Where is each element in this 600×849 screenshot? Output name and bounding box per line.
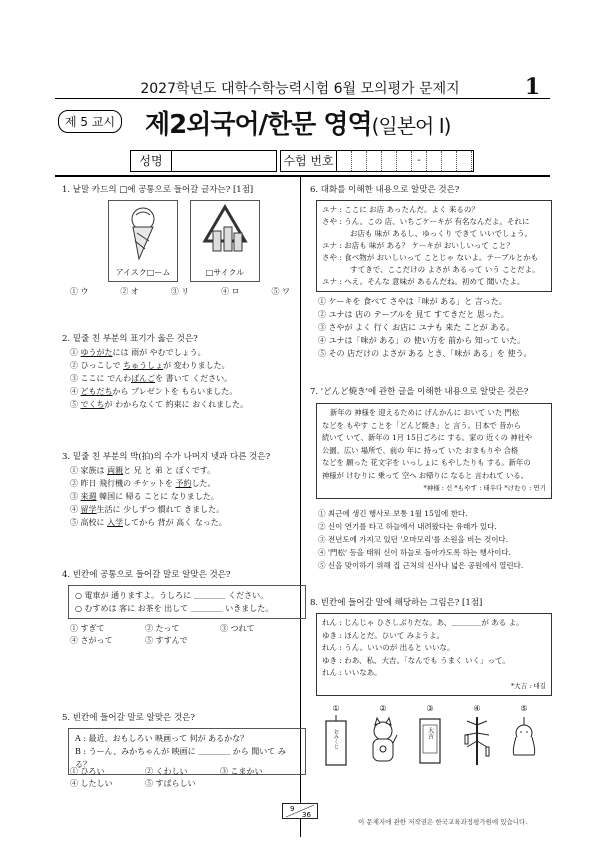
q4-option-1[interactable]: ① すぎて [70, 624, 105, 633]
copyright-notice: 이 문제지에 관한 저작권은 한국교육과정평가원에 있습니다. [358, 818, 528, 826]
q6-option-3[interactable]: ③ さやが よく 行く お店に ユナも 来た ことが ある。 [318, 323, 515, 332]
q7-title: 7. 'どんど焼き'에 관한 글을 이해한 내용으로 알맞은 것은? [310, 387, 529, 397]
q4-line-1: ○ 電車が 通りますよ。うしろに ＿＿＿＿ ください。 [75, 591, 269, 600]
q4-box [68, 585, 306, 619]
footer-total-pages: 36 [302, 811, 311, 819]
exam-number-label: 수험 번호 [281, 151, 337, 171]
q8-line-3: れん : うん。いいのが 出ると いいな。 [322, 643, 455, 652]
q5-option-1[interactable]: ① ひろい [70, 767, 105, 776]
q8-choice-5[interactable]: ⑤ [504, 703, 544, 771]
teru-teru-bozu-icon [506, 715, 542, 767]
q8-choice-4[interactable]: ④ [457, 703, 497, 771]
tanabata-bamboo-icon [459, 715, 495, 767]
q6-line-5: さや : 食べ物が おいしいって ことじゃ ないよ。テーブルとかも [322, 253, 539, 262]
question-7 [310, 386, 545, 399]
q8-choices [316, 703, 544, 771]
q7-option-4[interactable]: ④ '門松' 등을 태워 신이 하늘로 돌아가도록 하는 행사이다. [318, 548, 511, 557]
q7-line-6: 神様が けむりに 乗って 空へ お帰りに なると 言われて いる。 [322, 470, 528, 480]
q7-line-3: 続いて いて、新年の 1月 15日ごろに する。家の 近くの 神社や [322, 433, 533, 442]
q3-option-3[interactable]: ③ 来週 韓国に 帰る ことに なりました。 [70, 492, 219, 501]
q6-dialog-box [316, 200, 552, 292]
q6-line-7: ユナ : へえ。そんな 意味が あるんだね。初めて 聞いたよ。 [322, 277, 525, 286]
q1-option-3[interactable]: ③ リ [170, 287, 190, 296]
q1-option-2[interactable]: ② オ [120, 287, 139, 296]
q8-choice-2[interactable]: ② [363, 703, 403, 771]
question-1 [62, 184, 292, 197]
q4-option-3[interactable]: ③ つれて [220, 624, 255, 633]
q5-option-3[interactable]: ③ こまかい [220, 767, 263, 776]
q6-option-1[interactable]: ① ケーキを 食べて さやは「味が ある」と 言った。 [318, 297, 507, 306]
period-badge: 제 5 교시 [58, 110, 122, 133]
q4-option-5[interactable]: ⑤ すすんで [145, 636, 188, 645]
q7-note: *神様 : 신 *もやす : 태우다 *けむり : 연기 [423, 484, 546, 492]
q6-line-2: さや : うん。この 店、いちごケーキが 有名なんだよ。それに [322, 217, 530, 226]
q7-line-5: などを 願った 花文字を いっしょに もやしたりも する。新年の [322, 458, 531, 467]
question-3 [62, 451, 294, 529]
question-8 [310, 597, 545, 610]
q7-line-2: などを もやす ことを「どんど焼き」と 言う。日本で 昔から [322, 420, 521, 430]
q8-choice-1[interactable]: ① おみくじ [316, 703, 356, 771]
amulet-icon [412, 715, 448, 767]
q1-option-5[interactable]: ⑤ ワ [271, 287, 290, 296]
q5-title: 5. 빈칸에 들어갈 말로 알맞은 것은? [62, 713, 195, 723]
q2-option-4[interactable]: ④ どもだちから プレゼントを もらいました。 [70, 387, 238, 396]
q6-line-3: お店も 味が あるし、ゆっくり できて いいでしょう。 [350, 229, 532, 238]
q3-title: 3. 밑줄 친 부분의 박(拍)의 수가 나머지 넷과 다른 것은? [62, 452, 271, 462]
q7-option-3[interactable]: ③ 전년도에 가지고 있던 '오마모리'를 소원을 비는 것이다. [318, 535, 509, 544]
q7-line-4: 公園、広い 場所で、前の 年に 持って いた おまもりや 合格 [322, 445, 519, 455]
recycle-icon [191, 201, 259, 263]
q7-passage-box [316, 403, 552, 499]
q1-option-1[interactable]: ① ウ [70, 287, 89, 296]
subject-title [145, 104, 450, 141]
q8-line-2: ゆき : ほんとだ。ひいて みようよ。 [322, 630, 445, 640]
q1-title: 1. 낱말 카드의 □에 공통으로 들어갈 글자는? [1점] [62, 185, 254, 195]
header-rule [55, 98, 550, 99]
exam-number-cells[interactable] [337, 151, 472, 171]
q2-option-3[interactable]: ③ ここに でんわばんごを 書いて ください。 [70, 374, 233, 383]
q2-option-2[interactable]: ② ひっこしで ちゅうしょが 変わりました。 [70, 361, 230, 370]
q2-title: 2. 밑줄 친 부분의 표기가 옳은 것은? [62, 334, 198, 344]
header-bottom-rule [55, 175, 550, 177]
q5-line-2: B : うーん、みかちゃんが 映画に ＿＿＿＿ から 聞いて みる？ [75, 747, 286, 769]
q6-option-4[interactable]: ④ ユナは「味が ある」の 使い方を 前から 知って いた。 [318, 336, 526, 345]
page-number: 1 [524, 74, 540, 100]
subject-main: 제2외국어/한문 영역 [145, 110, 372, 140]
q6-line-6: すてきで、ここだけの よさが あるって いう ことだよ。 [350, 265, 540, 274]
exam-number-dash: - [412, 151, 427, 171]
q8-line-1: れん : じんじゃ ひさしぶりだな。あ、＿＿＿＿が ある よ。 [322, 618, 524, 627]
q4-option-4[interactable]: ④ さがって [70, 636, 113, 645]
footer-page-indicator [282, 803, 318, 821]
name-label: 성명 [131, 151, 172, 171]
q1-card1-label: アイスク□ーム [115, 268, 171, 277]
q1-options [70, 286, 290, 298]
maneki-neko-icon [365, 715, 401, 767]
q2-option-5[interactable]: ⑤ でくちが わからなくて 約束に おくれました。 [70, 400, 249, 409]
name-box [130, 150, 277, 172]
q3-option-2[interactable]: ② 昨日 飛行機の チケットを 予約した。 [70, 479, 216, 488]
q1-card-icecream [108, 200, 178, 282]
q8-line-5: れん : いいなあ。 [322, 668, 382, 677]
q8-pic3-text: 大吉 [426, 727, 434, 739]
q5-line-1: A : 最近、おもしろい 映画って 何が あるかな？ [75, 734, 249, 743]
q6-title: 6. 대화를 이해한 내용으로 알맞은 것은? [310, 185, 460, 195]
q4-title: 4. 빈칸에 공통으로 들어갈 말로 알맞은 것은? [62, 570, 231, 580]
q8-pic1-text: おみくじ [333, 729, 339, 749]
q3-option-5[interactable]: ⑤ 高校に 入学してから 背が 高く なった。 [70, 518, 227, 527]
q7-option-2[interactable]: ② 신이 연기를 타고 하늘에서 내려왔다는 유래가 있다. [318, 522, 497, 531]
q7-option-1[interactable]: ① 최근에 생긴 행사로 보통 1월 15일에 한다. [318, 509, 468, 518]
q6-line-4: ユナ : お店も 味が ある？ ケーキが おいしいって こと？ [322, 241, 514, 250]
q1-card2-label: □サイクル [205, 268, 245, 277]
question-2 [62, 333, 294, 411]
ice-cream-icon [109, 201, 177, 263]
q8-title: 8. 빈칸에 들어갈 말에 해당하는 그림은? [1점] [310, 598, 483, 608]
q5-option-2[interactable]: ② くわしい [145, 767, 188, 776]
q6-option-5[interactable]: ⑤ その 店だけの よさが ある とき、「味が ある」を 使う。 [318, 349, 532, 358]
q4-option-2[interactable]: ② たって [145, 624, 180, 633]
q8-dialog-box [316, 613, 552, 696]
q8-choice-3[interactable]: ③ 大吉 [410, 703, 450, 771]
q5-option-4[interactable]: ④ したしい [70, 779, 113, 788]
q5-option-5[interactable]: ⑤ すばらしい [145, 779, 196, 788]
name-field[interactable] [172, 151, 276, 171]
q8-note: *大吉 : 대길 [510, 681, 546, 690]
question-6 [310, 184, 545, 197]
exam-title: 2027학년도 대학수학능력시험 6월 모의평가 문제지 [140, 81, 460, 97]
q4-line-2: ○ むすめは 客に お茶を 出して ＿＿＿＿ いきました。 [75, 604, 274, 613]
q2-option-1[interactable]: ① ゆうがたには 雨が やむでしょう。 [70, 348, 206, 357]
q7-option-5[interactable]: ⑤ 신을 맞이하기 위해 집 근처의 신사나 넓은 공원에서 열린다. [318, 561, 524, 570]
page-fraction-icon [282, 803, 318, 819]
q3-option-1[interactable]: ① 家族は 両親と 兄 と 弟 と ぼくです。 [70, 466, 216, 475]
q1-option-4[interactable]: ④ ロ [221, 287, 240, 296]
q1-card-recycle [190, 200, 260, 282]
q4-options [70, 623, 290, 647]
question-4 [62, 569, 294, 582]
q7-options [318, 507, 548, 572]
q6-line-1: ユナ : ここに お店 あったんだ。よく 来るの？ [322, 205, 479, 214]
subject-sub: (일본어 I) [371, 114, 451, 138]
q8-line-4: ゆき : わあ、私、大吉。「なんでも うまく いく」って。 [322, 655, 510, 665]
question-5 [62, 712, 294, 725]
q7-line-1: 新年の 神様を 迎えるために げんかんに おいて いた 門松 [330, 408, 520, 417]
footer-page-number: 9 [290, 805, 295, 813]
q6-option-2[interactable]: ② ユナは 店の テーブルを 見て すてきだと 思った。 [318, 310, 509, 319]
q3-option-4[interactable]: ④ 留学生活に 少しずつ 慣れて きました。 [70, 505, 225, 514]
exam-number-box [280, 150, 474, 172]
omikuji-box-icon [318, 715, 354, 767]
q5-options [70, 766, 290, 790]
q6-options [318, 295, 546, 360]
